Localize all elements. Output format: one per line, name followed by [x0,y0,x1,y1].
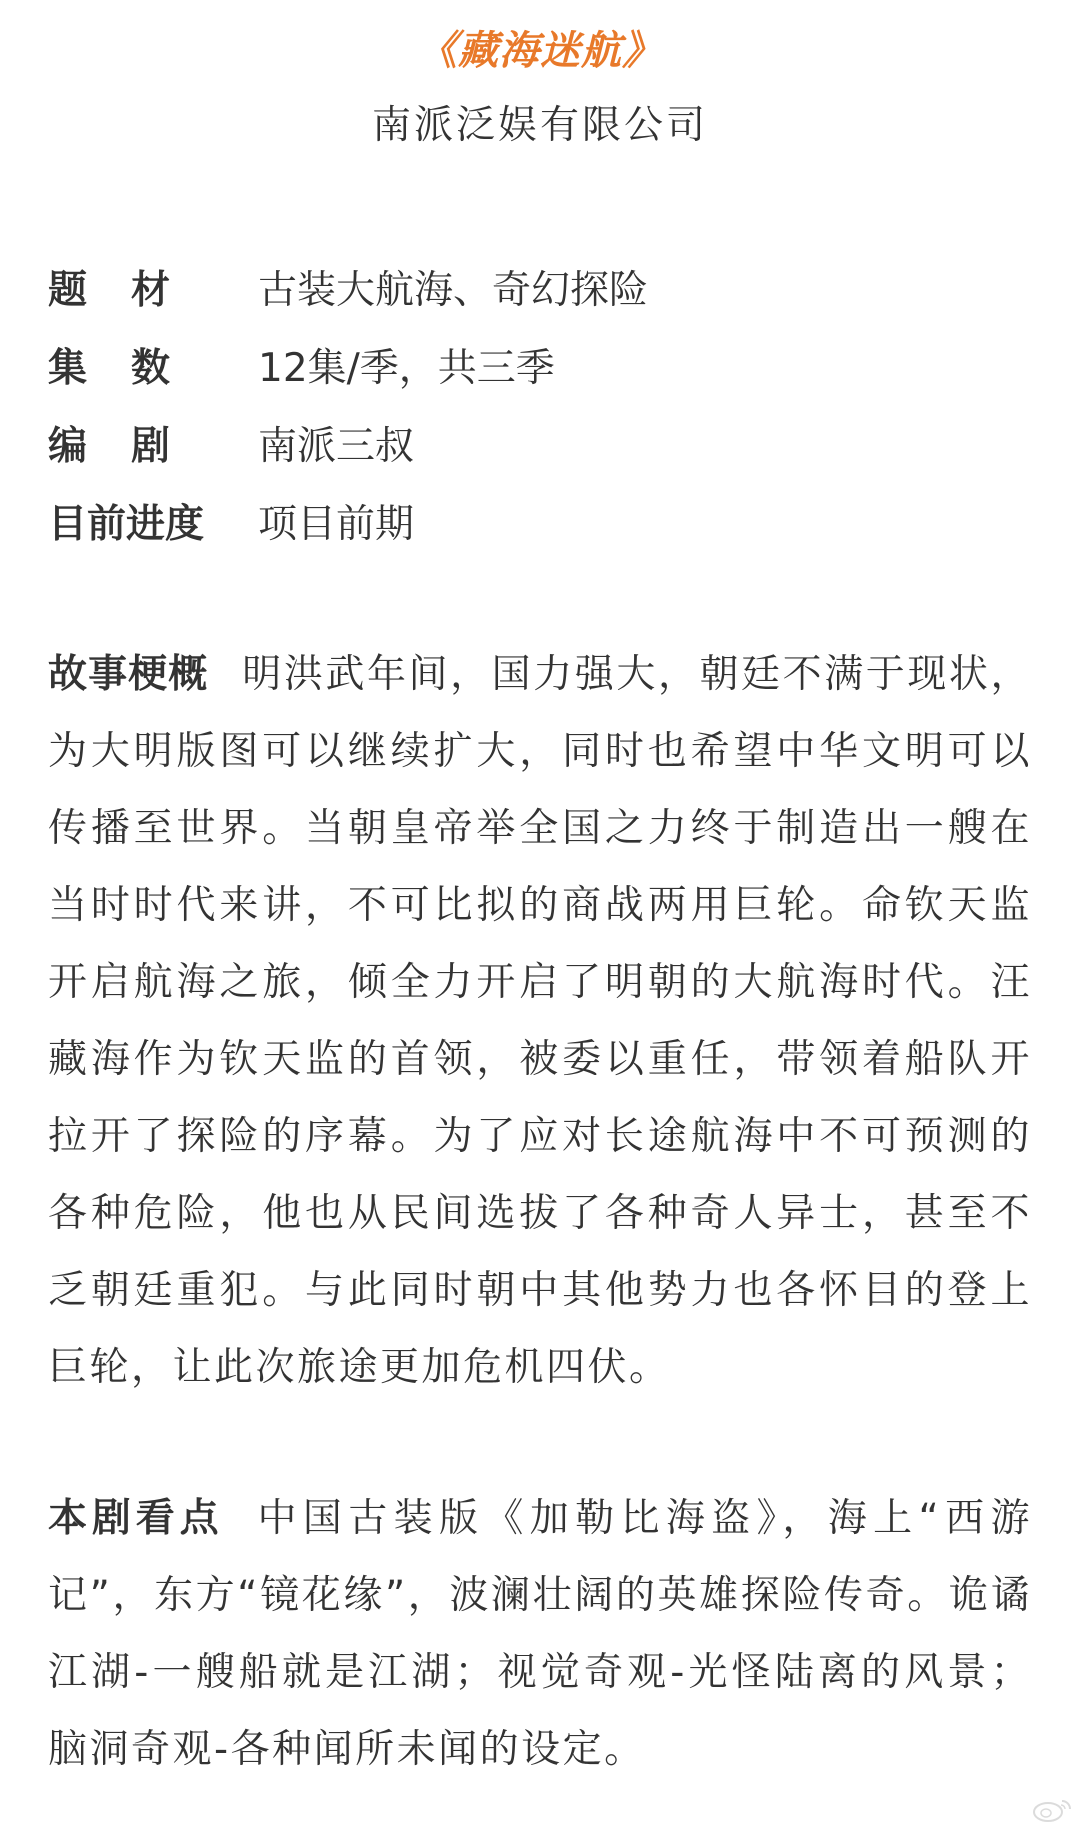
drama-highlights-label: 本剧看点 [48,1496,224,1541]
info-value-writer: 南派三叔 [258,424,415,469]
story-synopsis-label: 故事梗概 [48,652,209,697]
info-label-episodes: 集数 [48,346,215,391]
info-value-genre: 古装大航海、奇幻探险 [258,268,649,313]
drama-highlights [48,1480,1032,1788]
info-row-progress [48,486,1048,564]
drama-highlights-text: 中国古装版《加勒比海盗》，海上“西游记”，东方“镜花缘”，波澜壮阔的英雄探险传奇。诡谲江湖-一艘船就是江湖；视觉奇观-光怪陆离的风景；脑洞奇观-各种闻所未闻的设定。 [48,1496,1032,1772]
story-synopsis [48,636,1032,1406]
weibo-logo-icon [1030,1797,1074,1823]
info-value-progress: 项目前期 [258,502,415,547]
company-name: 南派泛娱有限公司 [371,103,708,148]
info-label-writer: 编剧 [48,424,215,469]
info-label-genre: 题材 [48,268,215,313]
story-synopsis-text: 明洪武年间，国力强大，朝廷不满于现状，为大明版图可以继续扩大，同时也希望中华文明可以传播至世界。当朝皇帝举全国之力终于制造出一艘在当时时代来讲，不可比拟的商战两用巨轮。命钦天监开启航海之旅，倾全力开启了明朝的大航海时代。汪藏海作为钦天监的首领，被委以重任，带领着船队开拉开了探险的序幕。为了应对长途航海中不可预测的各种危险，他也从民间选拔了各种奇人异士，甚至不乏朝廷重犯。与此同时朝中其他势力也各怀目的登上巨轮，让此次旅途更加危机四伏。 [48,652,1032,1390]
info-row-writer [48,408,1048,486]
info-table [48,252,1048,564]
info-row-episodes [48,330,1048,408]
info-row-genre [48,252,1048,330]
info-value-episodes: 12集/季，共三季 [258,346,555,391]
drama-title: 《藏海迷航》 [417,28,663,74]
info-label-progress: 目前进度 [48,502,205,547]
